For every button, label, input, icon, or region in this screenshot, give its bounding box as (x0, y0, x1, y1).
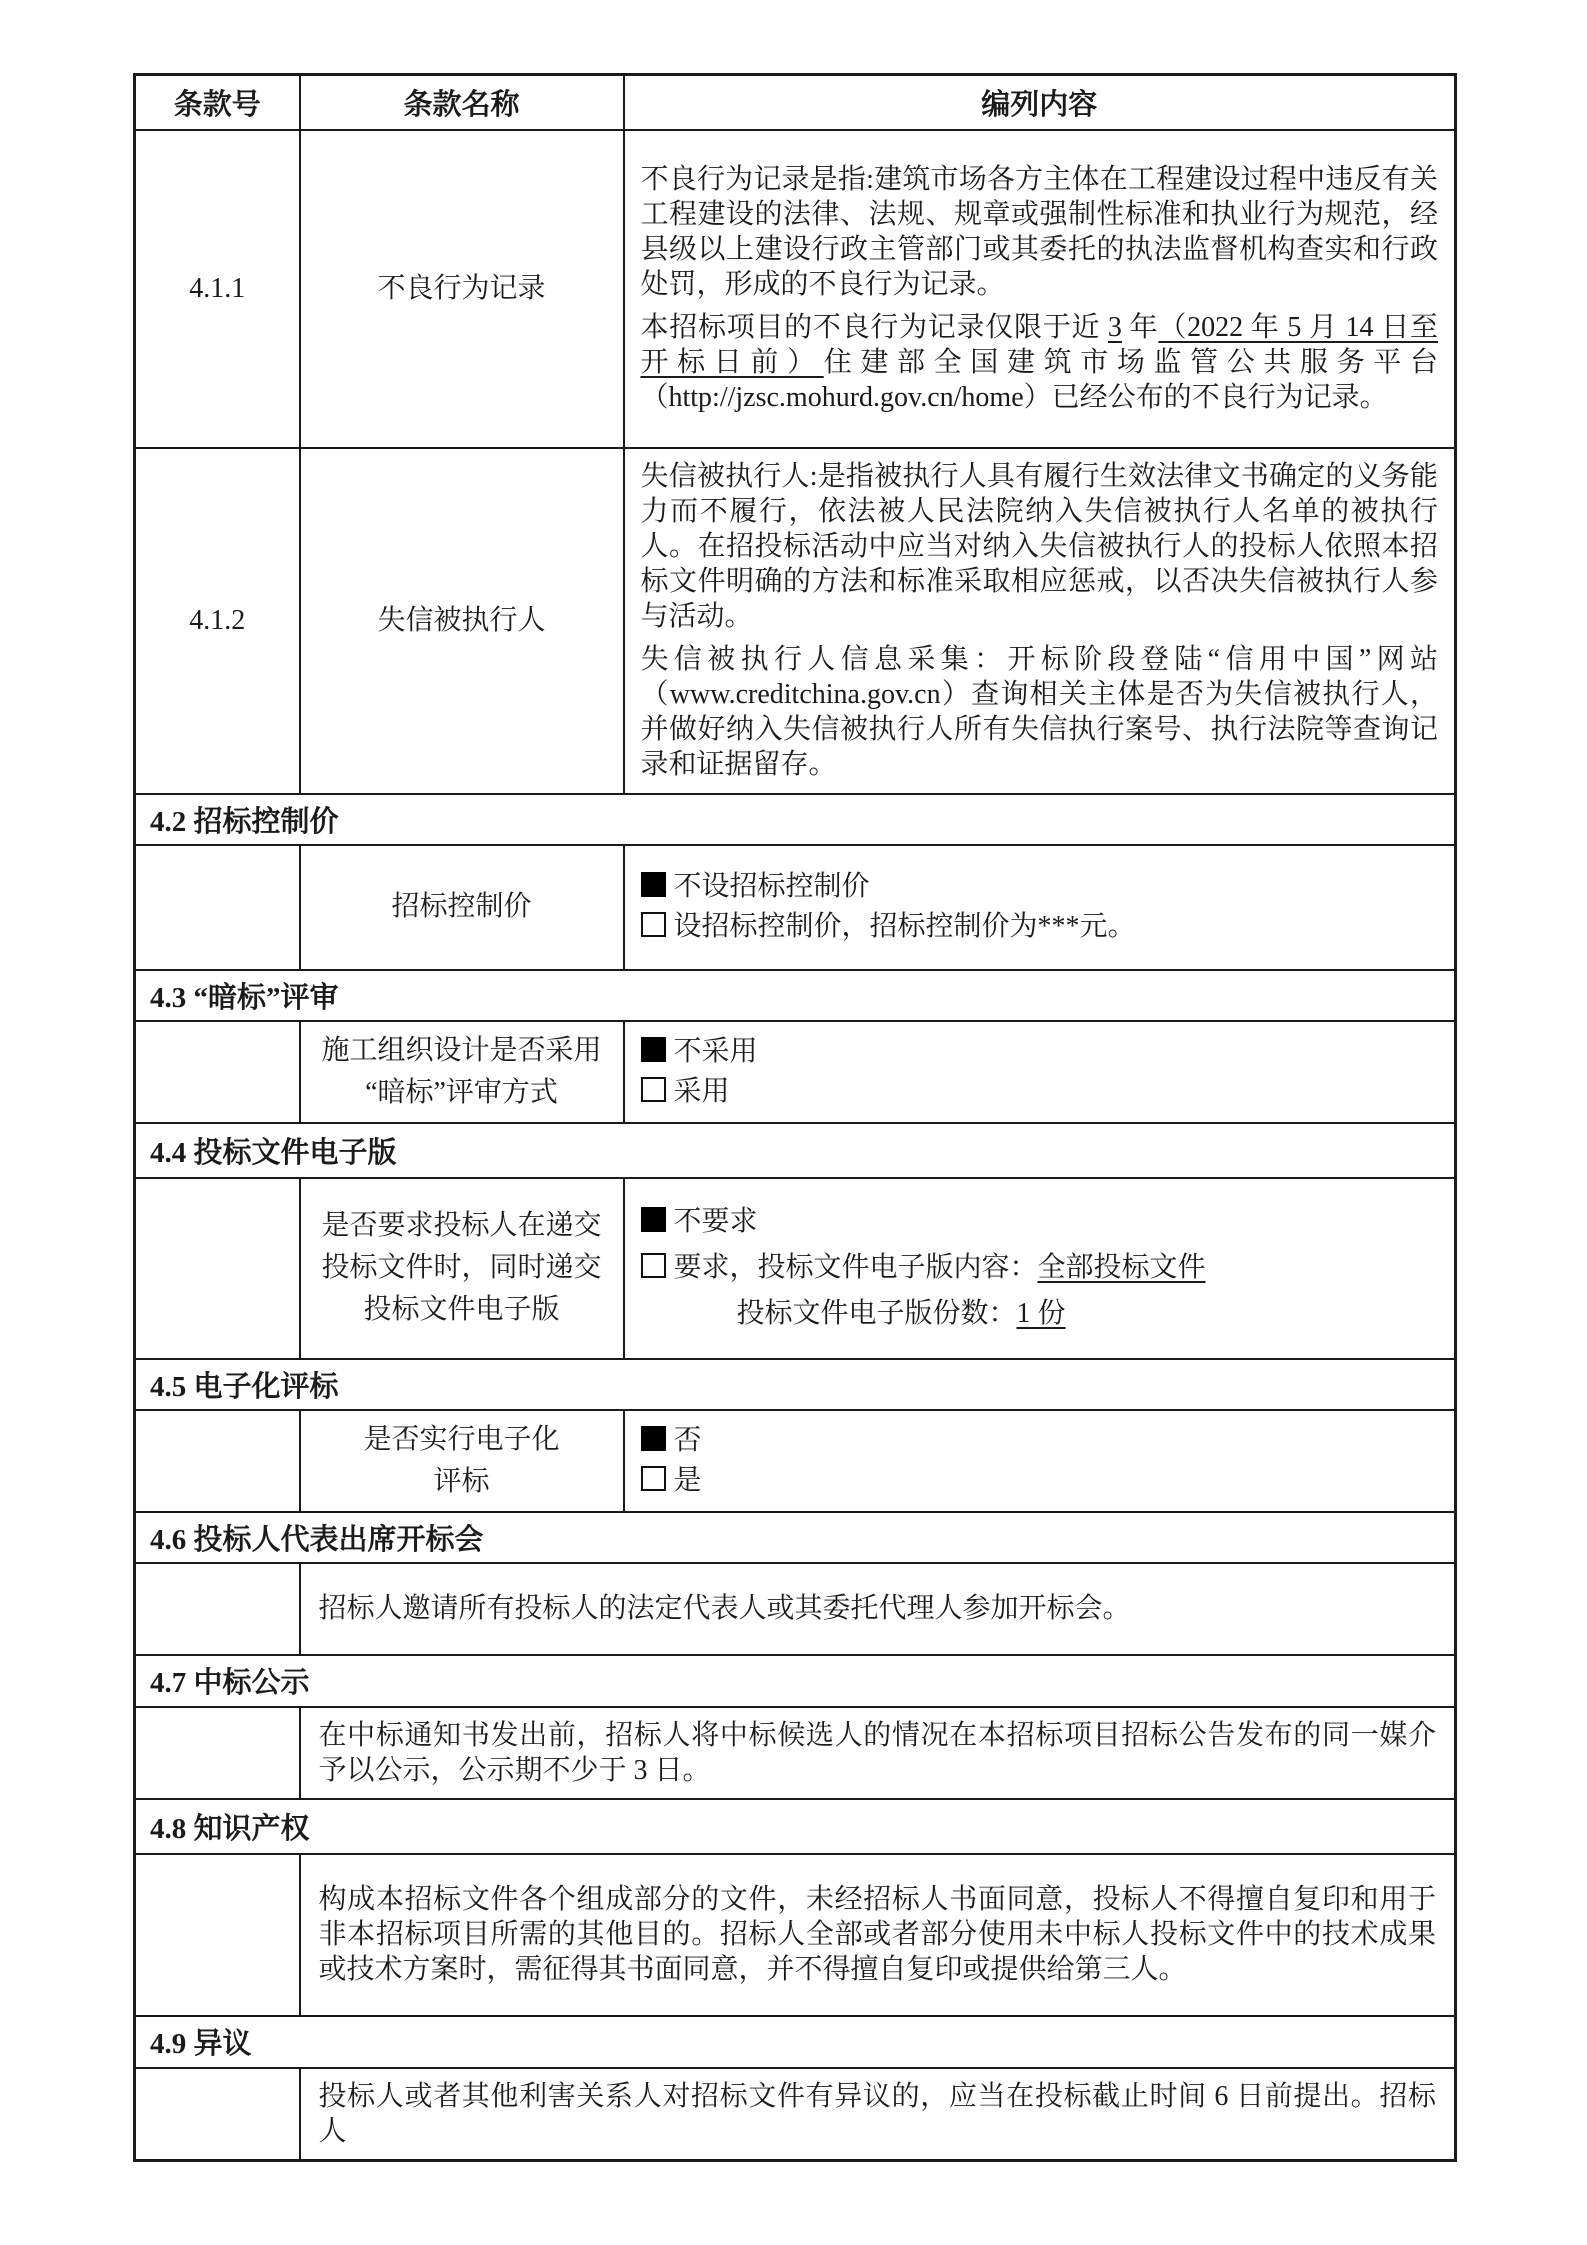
detail-name-line: “暗标”评审方式 (365, 1076, 558, 1108)
detail-name-line: 投标文件电子版 (363, 1294, 560, 1325)
detail-name-line: 施工组织设计是否采用 (321, 1034, 602, 1066)
empty-clause-no-cell (135, 2068, 300, 2161)
clause-content-4-1-2 (624, 448, 1456, 794)
section-row-4-8 (135, 1799, 1456, 1854)
detail-name-line: 是否要求投标人在递交 (321, 1210, 602, 1241)
content-text-4-6: 招标人邀请所有投标人的法定代表人或其委托代理人参加开标会。 (300, 1563, 1456, 1655)
checkbox-checked-icon (641, 1426, 666, 1451)
section-row-4-6 (135, 1512, 1456, 1563)
option-label: 设招标控制价，招标控制价为***元。 (673, 911, 1136, 942)
clause-row-4-1-1 (135, 130, 1456, 448)
detail-name-line: 投标文件时，同时递交 (321, 1252, 602, 1283)
option-label: 不要求 (673, 1206, 758, 1237)
section-title-4-9: 4.9 异议 (135, 2016, 1456, 2068)
empty-clause-no-cell (135, 1854, 300, 2016)
section-row-4-2 (135, 794, 1456, 845)
section-row-4-4 (135, 1123, 1456, 1178)
section-title-4-5: 4.5 电子化评标 (135, 1359, 1456, 1410)
option-label: 不采用 (673, 1035, 758, 1067)
detail-name-line: 是否实行电子化 (363, 1423, 560, 1455)
content-row-4-7 (135, 1707, 1456, 1799)
empty-clause-no-cell (135, 845, 300, 970)
empty-clause-no-cell (135, 1178, 300, 1359)
content-row-4-6 (135, 1563, 1456, 1655)
checkbox-checked-icon (641, 1037, 666, 1062)
clause-table (133, 73, 1457, 2162)
detail-name-4-4 (300, 1178, 624, 1359)
section-title-4-3: 4.3 “暗标”评审 (135, 970, 1456, 1021)
option-label: 不设招标控制价 (673, 871, 870, 902)
detail-content-4-3 (624, 1021, 1456, 1123)
section-row-4-9 (135, 2016, 1456, 2068)
option-label: 是 (673, 1464, 702, 1496)
option-selected (641, 1032, 1439, 1072)
section-title-4-6: 4.6 投标人代表出席开标会 (135, 1512, 1456, 1563)
option-selected (641, 1421, 1439, 1461)
section-title-4-7: 4.7 中标公示 (135, 1655, 1456, 1707)
content-text-4-8: 构成本招标文件各个组成部分的文件，未经招标人书面同意，投标人不得擅自复印和用于非本招标项目所需的其他目的。招标人全部或者部分使用未中标人投标文件中的技术成果或技术方案时，需征得其书面同意，并不得擅自复印或提供给第三人。 (300, 1854, 1456, 2016)
underlined-value: 全部投标文件 (1037, 1252, 1206, 1283)
section-row-4-7 (135, 1655, 1456, 1707)
paragraph-text: 失信被执行人:是指被执行人具有履行生效法律文书确定的义务能力而不履行，依法被人民法院纳入失信被执行人名单的被执行人。在招投标活动中应当对纳入失信被执行人的投标人依照本招标文件明确的方法和标准采取相应惩戒，以否决失信被执行人参与活动。 (640, 461, 1438, 632)
section-row-4-3 (135, 970, 1456, 1021)
detail-name-4-5 (300, 1410, 624, 1512)
paragraph (641, 642, 1439, 782)
content-text-4-9: 投标人或者其他利害关系人对招标文件有异议的，应当在投标截止时间 6 日前提出。招标人 (300, 2068, 1456, 2161)
paragraph (641, 459, 1439, 634)
content-text-4-7: 在中标通知书发出前，招标人将中标候选人的情况在本招标项目招标公告发布的同一媒介予以公示，公示期不少于 3 日。 (300, 1707, 1456, 1799)
empty-clause-no-cell (135, 1563, 300, 1655)
checkbox-unchecked-icon (641, 912, 666, 937)
section-row-4-5 (135, 1359, 1456, 1410)
detail-row-4-5 (135, 1410, 1456, 1512)
paragraph (641, 162, 1439, 302)
header-clause-name: 条款名称 (300, 75, 624, 130)
option-label: 要求，投标文件电子版内容： (673, 1252, 1038, 1283)
checkbox-unchecked-icon (641, 1077, 666, 1102)
empty-clause-no-cell (135, 1021, 300, 1123)
clause-name-4-1-2: 失信被执行人 (300, 448, 624, 794)
detail-name-line: 评标 (433, 1465, 490, 1497)
option-unselected (641, 907, 1439, 947)
content-row-4-9 (135, 2068, 1456, 2161)
option-sub-line (641, 1291, 1439, 1337)
underlined-value: 1 份 (1016, 1298, 1066, 1329)
empty-clause-no-cell (135, 1707, 300, 1799)
clause-no-4-1-2: 4.1.2 (135, 448, 300, 794)
option-label: 投标文件电子版份数： (736, 1298, 1017, 1329)
detail-name-4-3 (300, 1021, 624, 1123)
header-content: 编列内容 (624, 75, 1456, 130)
option-selected (641, 1199, 1439, 1245)
paragraph-text: 住建部全国建筑市场监管公共服务平台（http://jzsc.mohurd.gov.cn/home）已经公布的不良行为记录。 (640, 347, 1438, 413)
option-unselected (641, 1461, 1439, 1501)
checkbox-unchecked-icon (641, 1253, 666, 1278)
checkbox-checked-icon (641, 1207, 666, 1232)
option-label: 采用 (673, 1075, 730, 1107)
detail-row-4-2 (135, 845, 1456, 970)
section-title-4-2: 4.2 招标控制价 (135, 794, 1456, 845)
table-header-row (135, 75, 1456, 130)
checkbox-unchecked-icon (641, 1466, 666, 1491)
section-title-4-8: 4.8 知识产权 (135, 1799, 1456, 1854)
detail-content-4-4 (624, 1178, 1456, 1359)
option-unselected (641, 1072, 1439, 1112)
paragraph-text: 年 (1121, 312, 1159, 343)
underlined-value: 3 (1107, 312, 1122, 343)
option-label: 否 (673, 1424, 702, 1456)
underlined-value: （2022 年 5 月 14 日至开标日前） (640, 312, 1438, 378)
paragraph (641, 310, 1439, 415)
option-unselected (641, 1245, 1439, 1291)
clause-row-4-1-2 (135, 448, 1456, 794)
detail-content-4-5 (624, 1410, 1456, 1512)
detail-name-4-2: 招标控制价 (300, 845, 624, 970)
option-selected (641, 867, 1439, 907)
empty-clause-no-cell (135, 1410, 300, 1512)
section-title-4-4: 4.4 投标文件电子版 (135, 1123, 1456, 1178)
clause-no-4-1-1: 4.1.1 (135, 130, 300, 448)
header-clause-no: 条款号 (135, 75, 300, 130)
detail-row-4-4 (135, 1178, 1456, 1359)
detail-content-4-2 (624, 845, 1456, 970)
clause-content-4-1-1 (624, 130, 1456, 448)
content-row-4-8 (135, 1854, 1456, 2016)
detail-row-4-3 (135, 1021, 1456, 1123)
checkbox-checked-icon (641, 872, 666, 897)
paragraph-text: 本招标项目的不良行为记录仅限于近 (640, 312, 1108, 343)
clause-name-4-1-1: 不良行为记录 (300, 130, 624, 448)
paragraph-text: 失信被执行人信息采集：开标阶段登陆“信用中国”网站（www.creditchina.gov.cn）查询相关主体是否为失信被执行人，并做好纳入失信被执行人所有失信执行案号、执行法院等查询记录和证据留存。 (640, 644, 1438, 780)
paragraph-text: 不良行为记录是指:建筑市场各方主体在工程建设过程中违反有关工程建设的法律、法规、规章或强制性标准和执业行为规范，经县级以上建设行政主管部门或其委托的执法监督机构查实和行政处罚，形成的不良行为记录。 (640, 164, 1438, 300)
